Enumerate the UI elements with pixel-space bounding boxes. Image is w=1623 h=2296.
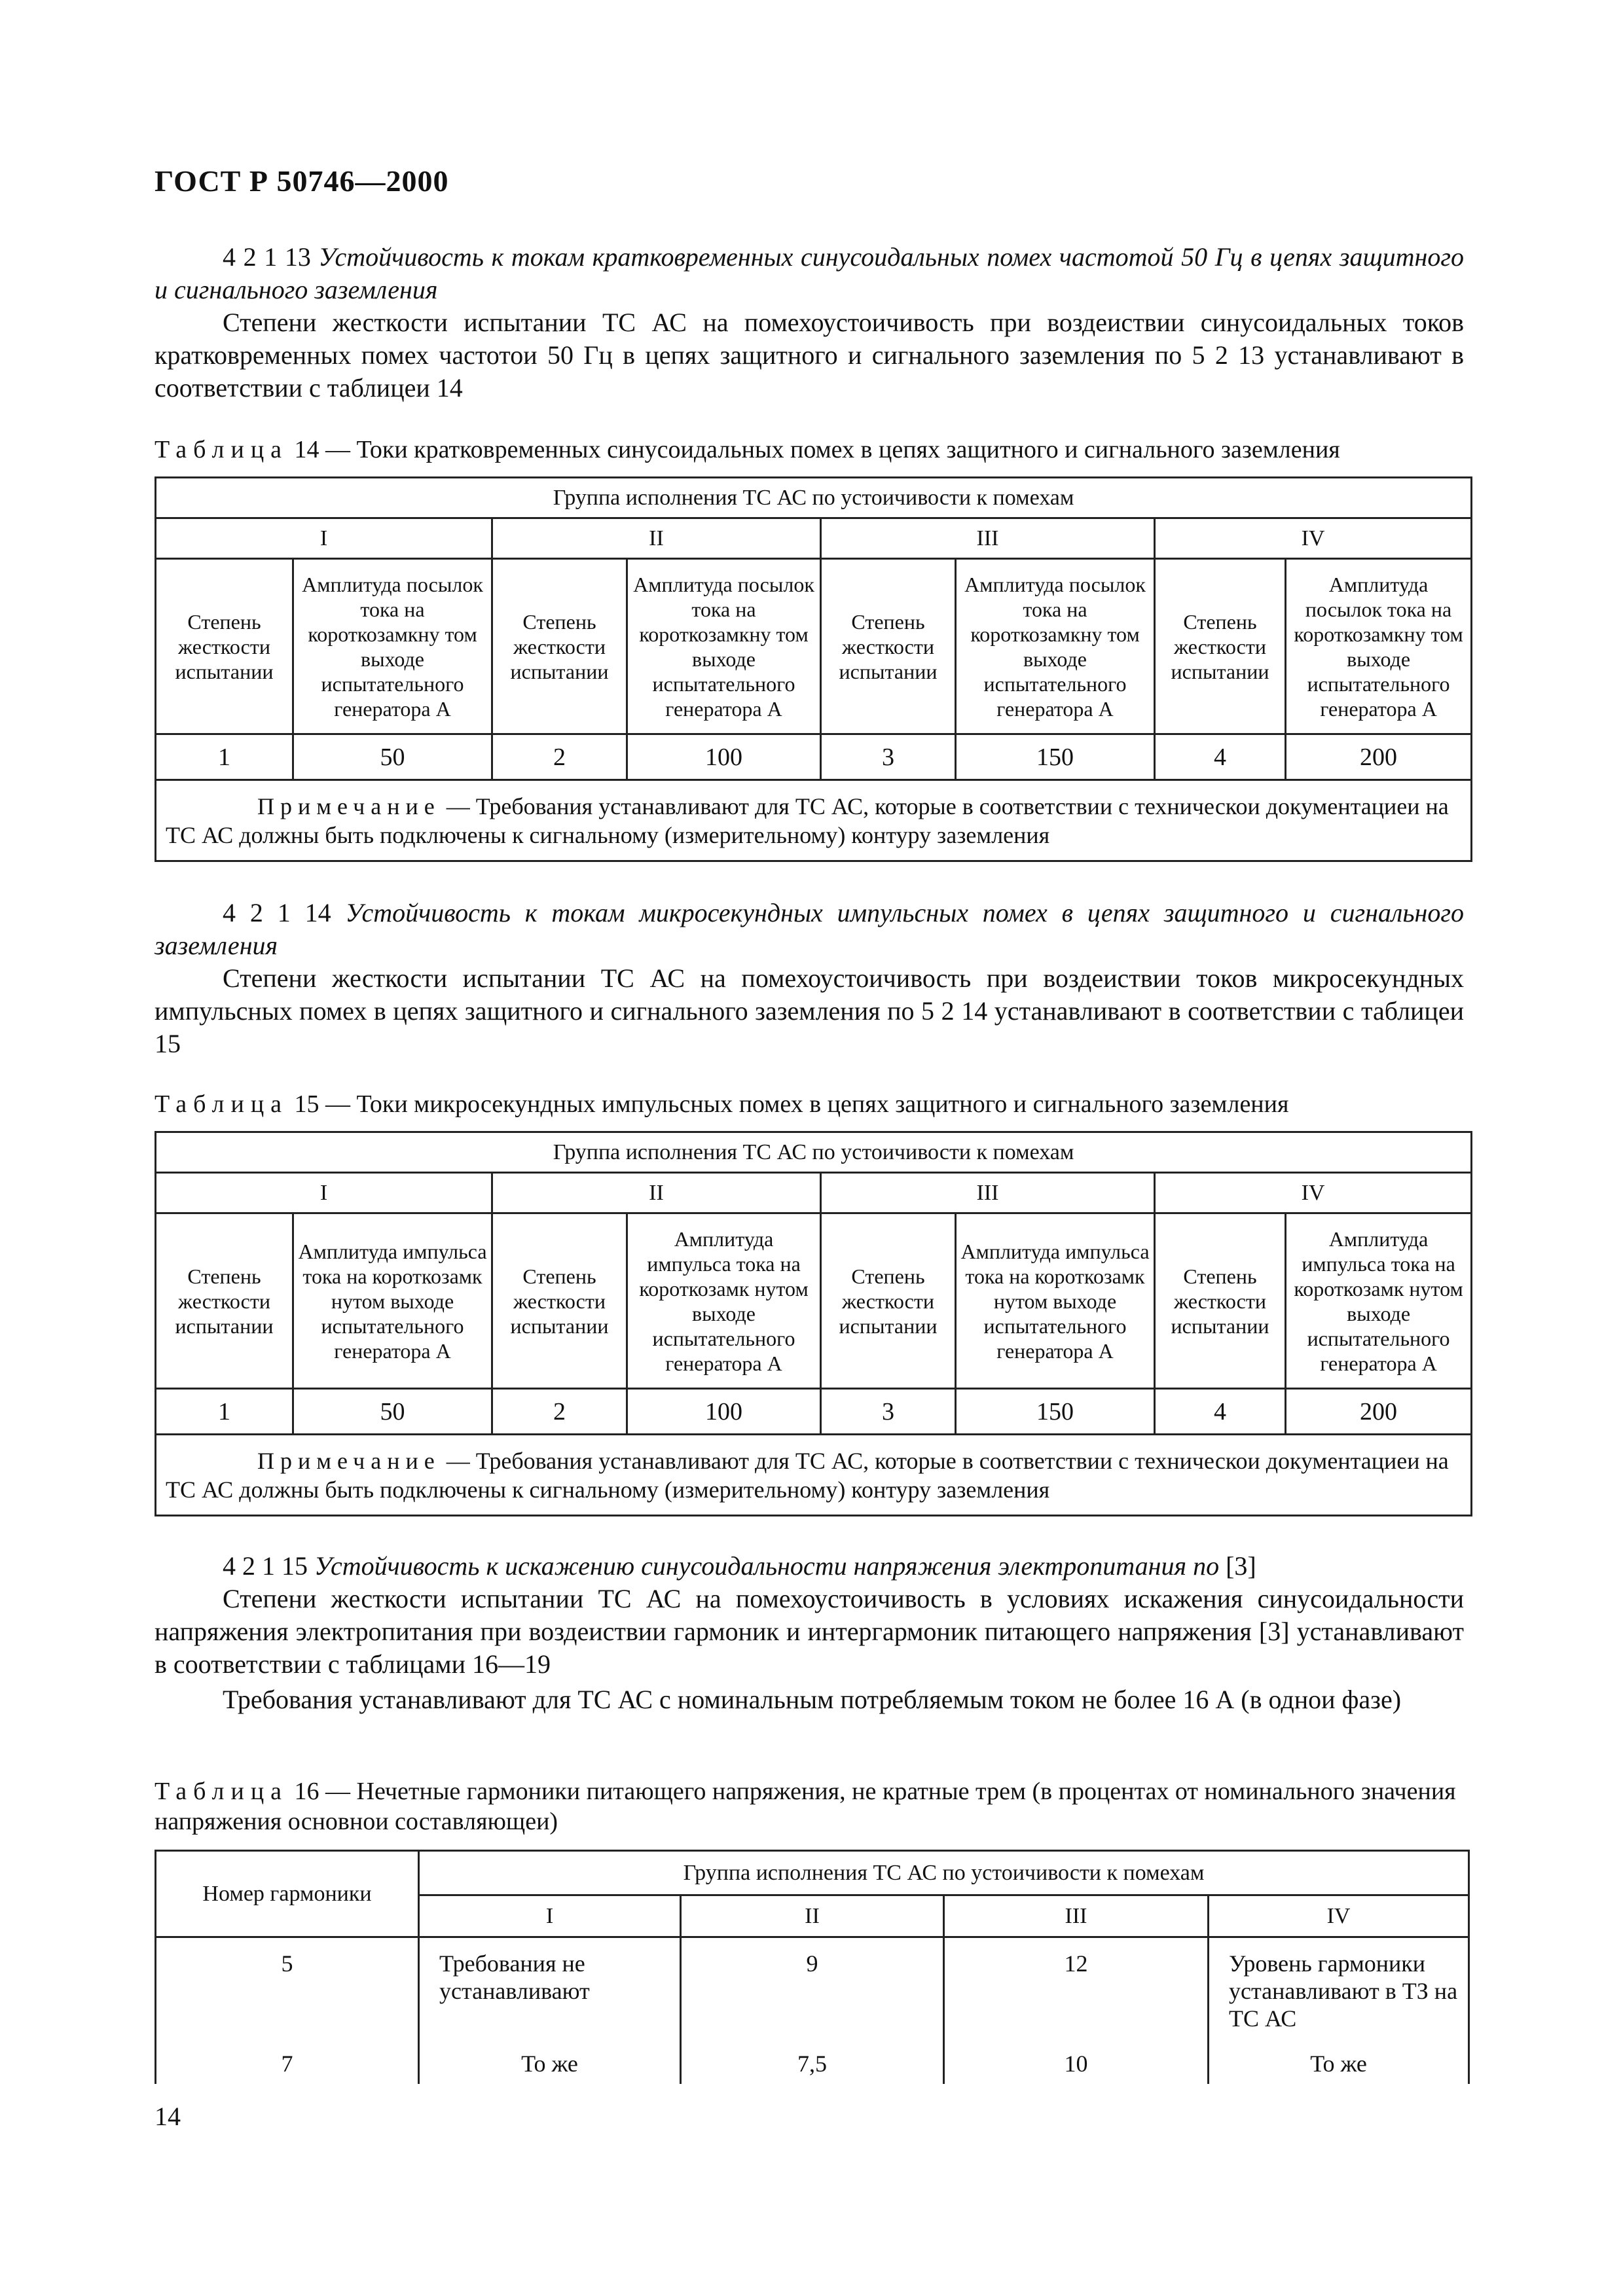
group-label: I: [419, 1895, 681, 1937]
section-reference: [3]: [1226, 1551, 1256, 1581]
column-header-amplitude: Амплитуда импульса тока на короткозамк нутом выходе испытательного генератора А: [627, 1213, 821, 1389]
note-label: Примечание: [257, 793, 441, 819]
table-cell: Уровень гармоники устанавливают в ТЗ на ТС АС: [1209, 1937, 1469, 2047]
section-4-2-1-14-body: Степени жесткости испытании ТС АС на помехоустоичивость при воздеиствии токов микросекундных импульсных помех в цепях защитного и сигнального заземления по 5 2 14 устанавливают в соответствии с таблицеи 15: [155, 963, 1464, 1058]
group-header: Группа исполнения ТС АС по устоичивости к помехам: [419, 1851, 1469, 1895]
table-16-caption: [155, 1776, 1464, 1837]
table-caption-text: 14 — Токи кратковременных синусоидальных помех в цепях защитного и сигнального заземления: [294, 436, 1340, 463]
table-cell: 200: [1286, 734, 1472, 780]
table-cell: То же: [1209, 2047, 1469, 2084]
table-14: [155, 476, 1472, 862]
column-header-degree: Степень жесткости испытании: [156, 1213, 293, 1389]
table-cell: 2: [492, 734, 627, 780]
group-label: III: [821, 518, 1155, 559]
table-cell: 3: [821, 734, 956, 780]
column-header-degree: Степень жесткости испытании: [1155, 1213, 1286, 1389]
group-label: I: [156, 518, 492, 559]
section-title: Устойчивость к токам кратковременных синусоидальных помех частотой 50 Гц в цепях защитного и сигнального заземления: [155, 242, 1464, 304]
table-cell: Требования не устанавливают: [419, 1937, 681, 2047]
table-cell: 4: [1155, 734, 1286, 780]
group-label: IV: [1155, 1173, 1472, 1213]
table-cell: 150: [956, 734, 1155, 780]
standard-designation: ГОСТ Р 50746—2000: [155, 164, 449, 198]
column-header-amplitude: Амплитуда посылок тока на короткозамкну том выходе испытательного генератора А: [956, 559, 1155, 734]
group-label: IV: [1209, 1895, 1469, 1937]
table-note: [156, 1435, 1472, 1516]
note-label: Примечание: [257, 1447, 441, 1474]
group-header: Группа исполнения ТС АС по устоичивости к помехам: [156, 1132, 1472, 1173]
column-header-amplitude: Амплитуда посылок тока на короткозамкну том выходе испытательного генератора А: [627, 559, 821, 734]
table-cell: 150: [956, 1389, 1155, 1435]
table-note: [156, 780, 1472, 861]
table-label: Таблица: [155, 1090, 289, 1118]
group-label: III: [944, 1895, 1209, 1937]
group-label: II: [681, 1895, 944, 1937]
table-cell: 50: [293, 1389, 492, 1435]
column-header-degree: Степень жесткости испытании: [1155, 559, 1286, 734]
column-header-amplitude: Амплитуда посылок тока на короткозамкну том выходе испытательного генератора А: [293, 559, 492, 734]
table-cell: 4: [1155, 1389, 1286, 1435]
page-number: 14: [155, 2102, 181, 2131]
table-cell: 9: [681, 1937, 944, 2047]
group-label: I: [156, 1173, 492, 1213]
table-cell: 10: [944, 2047, 1209, 2084]
table-cell: 1: [156, 1389, 293, 1435]
section-4-2-1-14-heading: [155, 897, 1464, 962]
table-15-caption: [155, 1089, 1464, 1119]
column-header-degree: Степень жесткости испытании: [156, 559, 293, 734]
note-text: — Требования устанавливают для ТС АС, которые в соответствии с техническои документациеи на ТС АС должны быть подключены к сигнальному (измерительному) контуру заземления: [166, 793, 1449, 848]
section-4-2-1-15-body-2: Требования устанавливают для ТС АС с номинальным потребляемым током не более 16 А (в однои фазе): [223, 1685, 1402, 1714]
group-label: III: [821, 1173, 1155, 1213]
section-number: 4 2 1 14: [223, 898, 331, 927]
group-label: IV: [1155, 518, 1472, 559]
table-cell: 5: [156, 1937, 419, 2047]
column-header-degree: Степень жесткости испытании: [821, 559, 956, 734]
column-header-amplitude: Амплитуда импульса тока на короткозамк нутом выходе испытательного генератора А: [1286, 1213, 1472, 1389]
table-16: [155, 1850, 1470, 2084]
group-label: II: [492, 518, 821, 559]
table-cell: 7,5: [681, 2047, 944, 2084]
table-cell: 3: [821, 1389, 956, 1435]
table-cell: 2: [492, 1389, 627, 1435]
section-title: Устойчивость к искажению синусоидальности напряжения электропитания по: [314, 1551, 1220, 1581]
table-cell: То же: [419, 2047, 681, 2084]
table-label: Таблица: [155, 436, 289, 463]
column-header-harmonic: Номер гармоники: [156, 1851, 419, 1937]
table-cell: 50: [293, 734, 492, 780]
column-header-degree: Степень жесткости испытании: [821, 1213, 956, 1389]
table-cell: 7: [156, 2047, 419, 2084]
section-4-2-1-15-body: Степени жесткости испытании ТС АС на помехоустоичивость в условиях искажения синусоидальности напряжения электропитания при воздеиствии гармоник и интергармоник питающего напряжения [3] устанавливают в соответствии с таблицами 16—19: [155, 1584, 1464, 1679]
column-header-amplitude: Амплитуда импульса тока на короткозамк нутом выходе испытательного генератора А: [956, 1213, 1155, 1389]
table-caption-text: 15 — Токи микросекундных импульсных помех в цепях защитного и сигнального заземления: [294, 1090, 1289, 1118]
table-cell: 12: [944, 1937, 1209, 2047]
group-header: Группа исполнения ТС АС по устоичивости к помехам: [156, 478, 1472, 518]
table-cell: 100: [627, 1389, 821, 1435]
section-4-2-1-13-heading: [155, 241, 1464, 306]
column-header-amplitude: Амплитуда посылок тока на короткозамкну том выходе испытательного генератора А: [1286, 559, 1472, 734]
section-4-2-1-13-body: Степени жесткости испытании ТС АС на помехоустоичивость при воздеиствии синусоидальных токов кратковременных помех частотои 50 Гц в цепях защитного и сигнального заземления по 5 2 13 устанавливают в соответствии с таблицеи 14: [155, 308, 1464, 403]
table-cell: 200: [1286, 1389, 1472, 1435]
note-text: — Требования устанавливают для ТС АС, которые в соответствии с техническои документациеи на ТС АС должны быть подключены к сигнальному (измерительному) контуру заземления: [166, 1447, 1449, 1503]
group-label: II: [492, 1173, 821, 1213]
section-title: Устойчивость к токам микросекундных импульсных помех в цепях защитного и сигнального заземления: [155, 898, 1465, 960]
column-header-degree: Степень жесткости испытании: [492, 559, 627, 734]
table-15: [155, 1131, 1472, 1516]
table-cell: 100: [627, 734, 821, 780]
table-caption-text: 16 — Нечетные гармоники питающего напряжения, не кратные трем (в процентах от номинального значения напряжения основнои составляющеи): [155, 1778, 1456, 1835]
section-4-2-1-15-heading: [155, 1550, 1464, 1583]
table-14-caption: [155, 435, 1464, 465]
column-header-amplitude: Амплитуда импульса тока на короткозамк нутом выходе испытательного генератора А: [293, 1213, 492, 1389]
section-number: 4 2 1 15: [223, 1551, 308, 1581]
table-label: Таблица: [155, 1778, 289, 1805]
column-header-degree: Степень жесткости испытании: [492, 1213, 627, 1389]
table-cell: 1: [156, 734, 293, 780]
section-number: 4 2 1 13: [223, 242, 311, 272]
